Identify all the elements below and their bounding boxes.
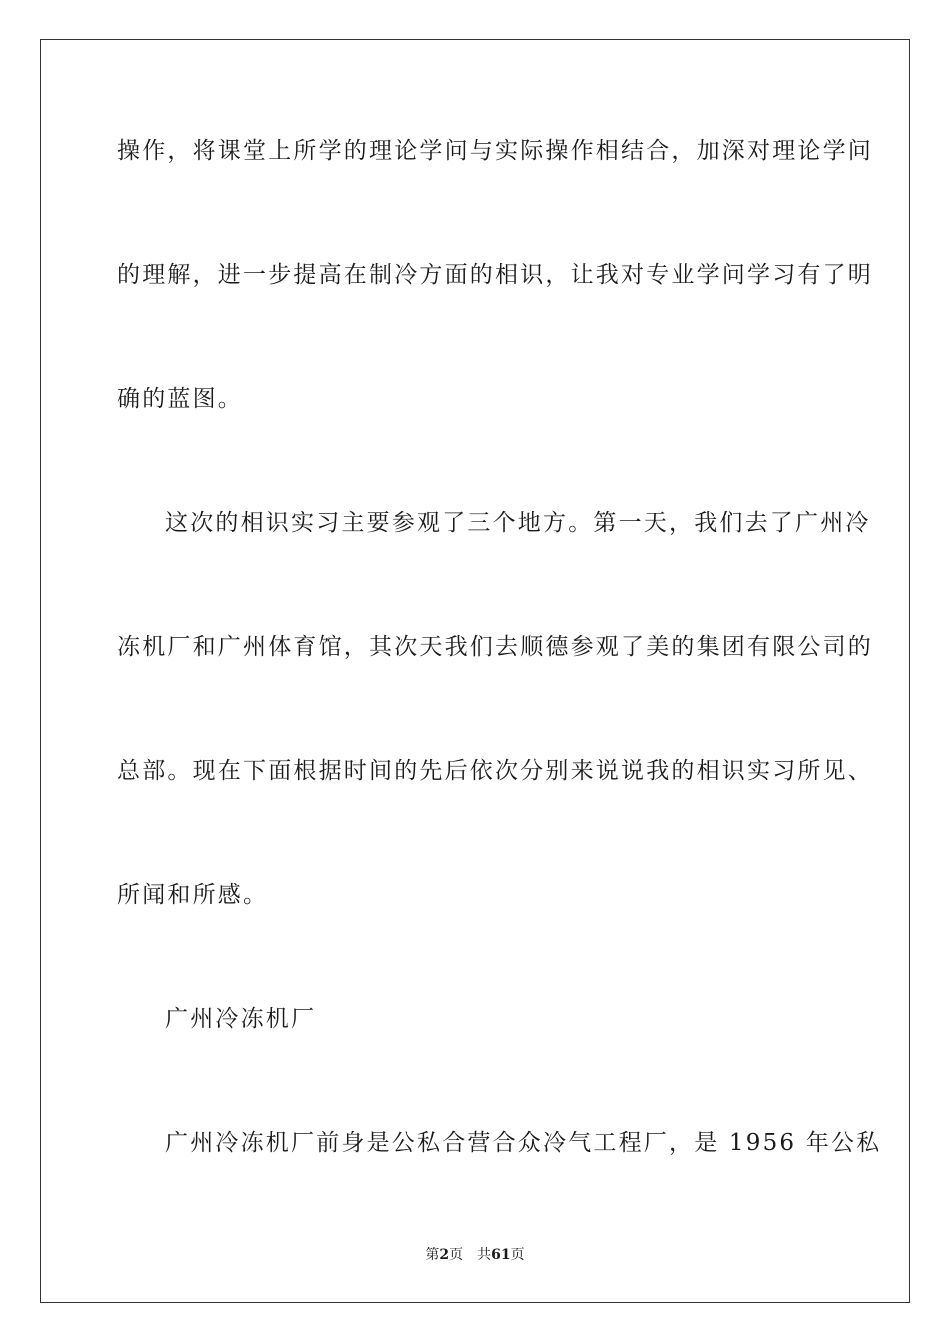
- text-line-6: 总部。现在下面根据时间的先后依次分别来说说我的相识实习所见、: [117, 758, 873, 784]
- text-line-2: 的理解，进一步提高在制冷方面的相识，让我对专业学问学习有了明: [117, 262, 873, 288]
- page-suffix: 页: [449, 1247, 464, 1263]
- text-line-3: 确的蓝图。: [117, 386, 243, 412]
- text-line-5: 冻机厂和广州体育馆，其次天我们去顺德参观了美的集团有限公司的: [117, 634, 873, 660]
- section-heading: 广州冷冻机厂: [165, 1006, 317, 1032]
- page-border: [40, 39, 910, 1303]
- text-line-4: 这次的相识实习主要参观了三个地方。第一天，我们去了广州冷: [165, 510, 871, 536]
- page-footer: [0, 1245, 950, 1265]
- text-line-1: 操作，将课堂上所学的理论学问与实际操作相结合，加深对理论学问: [117, 138, 873, 164]
- text-line-7: 所闻和所感。: [117, 882, 269, 908]
- total-suffix: 页: [510, 1247, 525, 1263]
- total-pages: 61: [491, 1247, 511, 1263]
- page-number: 2: [439, 1247, 450, 1263]
- total-prefix: 共: [477, 1247, 492, 1263]
- page-prefix: 第: [425, 1247, 440, 1263]
- text-line-9: 广州冷冻机厂前身是公私合营合众冷气工程厂，是 1956 年公私: [165, 1130, 882, 1156]
